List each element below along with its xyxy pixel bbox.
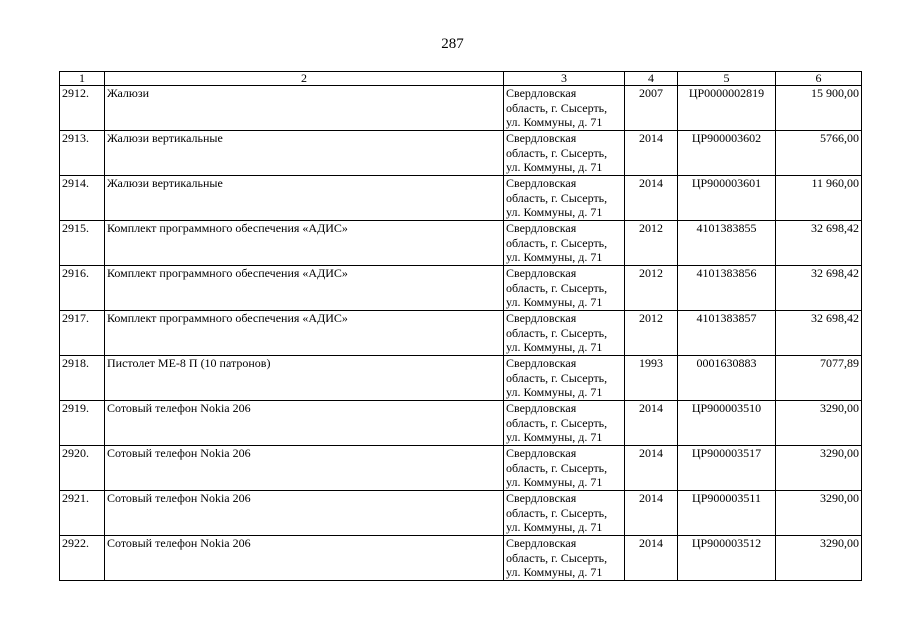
item-cost: 3290,00 [776,401,862,446]
address-line-city: область, г. Сысерть, [506,550,608,565]
item-cost: 7077,89 [776,356,862,401]
header-row [60,72,862,86]
table-row [60,491,862,536]
address-line-street: ул. Коммуны, д. 71 [506,160,603,174]
row-number: 2916. [60,266,105,311]
address-line-city: область, г. Сысерть, [506,145,608,160]
inventory-number: 4101383855 [678,221,776,266]
address-line-region: Свердловская [506,311,577,325]
item-name: Комплект программного обеспечения «АДИС» [105,221,504,266]
address-line-city: область, г. Сысерть, [506,190,608,205]
item-name: Сотовый телефон Nokia 206 [105,446,504,491]
inventory-number: ЦР900003511 [678,491,776,536]
row-number: 2918. [60,356,105,401]
inventory-number: ЦР900003602 [678,131,776,176]
column-header-6: 6 [776,72,862,86]
row-number: 2921. [60,491,105,536]
table-body [60,86,862,581]
address-line-street: ул. Коммуны, д. 71 [506,250,603,264]
item-name: Сотовый телефон Nokia 206 [105,536,504,581]
table-row [60,356,862,401]
table-row [60,266,862,311]
item-address [504,446,625,491]
row-number: 2913. [60,131,105,176]
item-cost: 11 960,00 [776,176,862,221]
item-name: Сотовый телефон Nokia 206 [105,401,504,446]
address-line-region: Свердловская [506,86,577,100]
address-line-region: Свердловская [506,266,577,280]
column-header-4: 4 [625,72,678,86]
item-address [504,356,625,401]
table-row [60,176,862,221]
table-row [60,401,862,446]
address-line-city: область, г. Сысерть, [506,415,608,430]
address-line-street: ул. Коммуны, д. 71 [506,565,603,579]
address-line-city: область, г. Сысерть, [506,100,608,115]
item-name: Пистолет МЕ-8 П (10 патронов) [105,356,504,401]
item-name: Жалюзи вертикальные [105,176,504,221]
item-cost: 32 698,42 [776,311,862,356]
item-cost: 3290,00 [776,446,862,491]
page-number: 287 [441,36,464,52]
column-header-1: 1 [60,72,105,86]
address-line-region: Свердловская [506,356,577,370]
row-number: 2915. [60,221,105,266]
property-registry-table [59,71,862,581]
item-year: 2012 [625,311,678,356]
address-line-city: область, г. Сысерть, [506,280,608,295]
item-year: 2007 [625,86,678,131]
item-address [504,536,625,581]
address-line-region: Свердловская [506,446,577,460]
inventory-number: 4101383856 [678,266,776,311]
address-line-city: область, г. Сысерть, [506,505,608,520]
column-header-3: 3 [504,72,625,86]
table-row [60,131,862,176]
item-cost: 3290,00 [776,491,862,536]
address-line-city: область, г. Сысерть, [506,460,608,475]
item-year: 1993 [625,356,678,401]
item-year: 2014 [625,446,678,491]
row-number: 2919. [60,401,105,446]
item-name: Сотовый телефон Nokia 206 [105,491,504,536]
row-number: 2920. [60,446,105,491]
item-address [504,491,625,536]
item-address [504,221,625,266]
item-address [504,86,625,131]
inventory-number: ЦР900003510 [678,401,776,446]
inventory-number: 0001630883 [678,356,776,401]
address-line-region: Свердловская [506,491,577,505]
item-year: 2014 [625,536,678,581]
row-number: 2912. [60,86,105,131]
item-name: Жалюзи вертикальные [105,131,504,176]
address-line-city: область, г. Сысерть, [506,370,608,385]
inventory-number: ЦР0000002819 [678,86,776,131]
item-address [504,176,625,221]
address-line-region: Свердловская [506,176,577,190]
address-line-region: Свердловская [506,401,577,415]
item-name: Комплект программного обеспечения «АДИС» [105,311,504,356]
item-address [504,131,625,176]
item-address [504,266,625,311]
address-line-city: область, г. Сысерть, [506,325,608,340]
item-cost: 15 900,00 [776,86,862,131]
table-row [60,221,862,266]
item-cost: 32 698,42 [776,266,862,311]
inventory-number: ЦР900003512 [678,536,776,581]
address-line-street: ул. Коммуны, д. 71 [506,115,603,129]
inventory-number: ЦР900003517 [678,446,776,491]
table-row [60,311,862,356]
address-line-region: Свердловская [506,131,577,145]
table-row [60,446,862,491]
table-row [60,86,862,131]
table-row [60,536,862,581]
row-number: 2922. [60,536,105,581]
address-line-street: ул. Коммуны, д. 71 [506,295,603,309]
row-number: 2917. [60,311,105,356]
item-cost: 3290,00 [776,536,862,581]
address-line-region: Свердловская [506,536,577,550]
item-year: 2012 [625,266,678,311]
address-line-street: ул. Коммуны, д. 71 [506,520,603,534]
item-year: 2012 [625,221,678,266]
address-line-region: Свердловская [506,221,577,235]
table-header [60,72,862,86]
address-line-street: ул. Коммуны, д. 71 [506,385,603,399]
inventory-number: 4101383857 [678,311,776,356]
item-address [504,401,625,446]
address-line-street: ул. Коммуны, д. 71 [506,475,603,489]
address-line-street: ул. Коммуны, д. 71 [506,430,603,444]
column-header-5: 5 [678,72,776,86]
row-number: 2914. [60,176,105,221]
address-line-street: ул. Коммуны, д. 71 [506,340,603,354]
address-line-city: область, г. Сысерть, [506,235,608,250]
item-address [504,311,625,356]
inventory-number: ЦР900003601 [678,176,776,221]
address-line-street: ул. Коммуны, д. 71 [506,205,603,219]
item-year: 2014 [625,131,678,176]
item-cost: 5766,00 [776,131,862,176]
item-name: Жалюзи [105,86,504,131]
column-header-2: 2 [105,72,504,86]
item-year: 2014 [625,491,678,536]
item-name: Комплект программного обеспечения «АДИС» [105,266,504,311]
item-cost: 32 698,42 [776,221,862,266]
item-year: 2014 [625,176,678,221]
item-year: 2014 [625,401,678,446]
